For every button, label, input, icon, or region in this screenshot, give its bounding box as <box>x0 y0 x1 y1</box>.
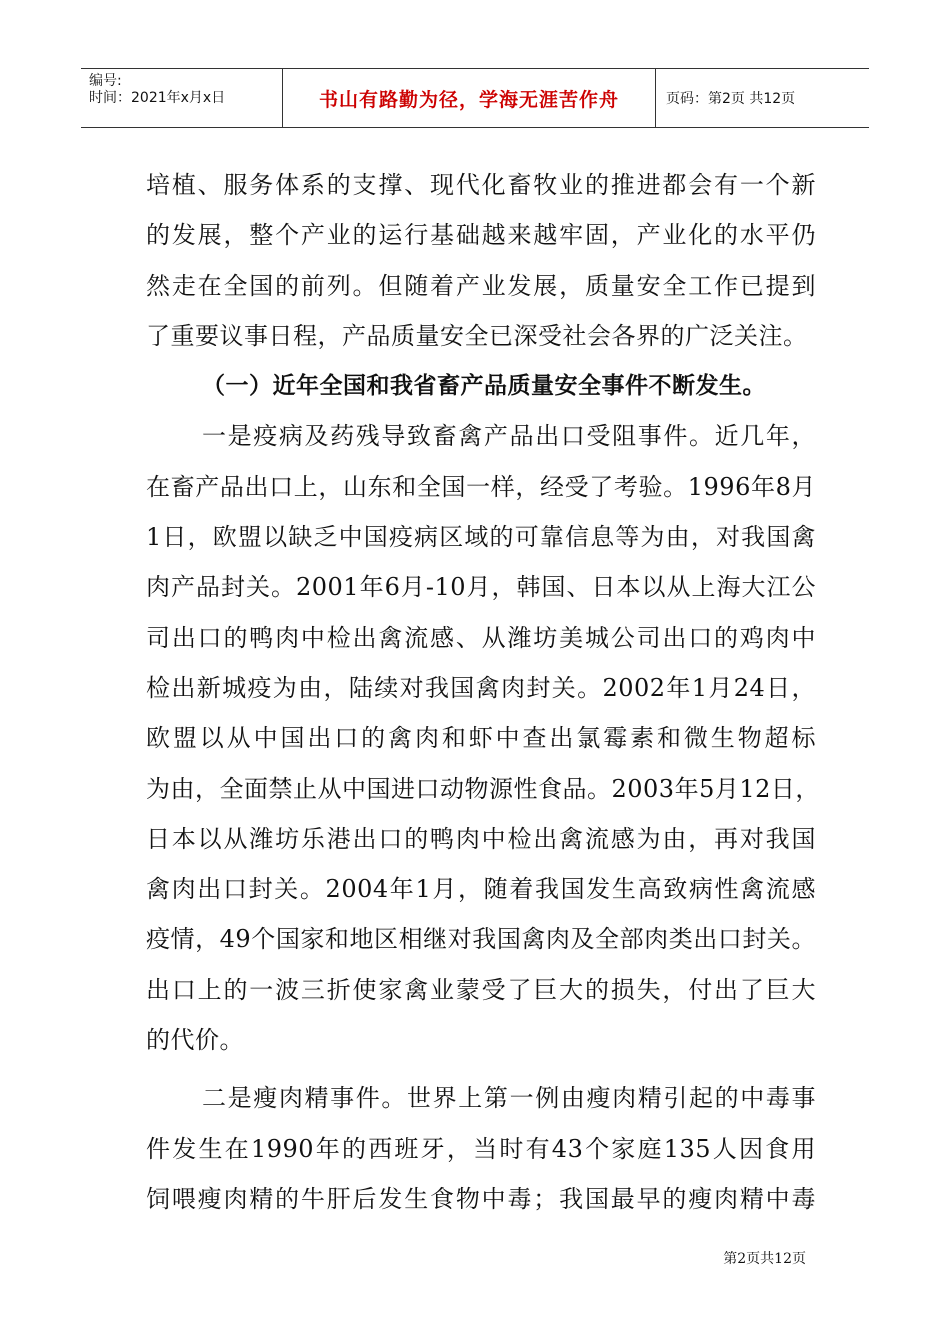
text-line: 1日，欧盟以缺乏中国疫病区域的可靠信息等为由，对我国禽 <box>146 523 816 552</box>
header-motto: 书山有路勤为径，学海无涯苦作舟 <box>318 88 619 111</box>
document-number-label: 编号: <box>89 73 122 89</box>
text-line: 然走在全国的前列。但随着产业发展，质量安全工作已提到 <box>146 271 816 300</box>
text-line: 件发生在1990年的西班牙，当时有43个家庭135人因食用 <box>146 1134 816 1163</box>
text-line: 出口上的一波三折使家禽业蒙受了巨大的损失，付出了巨大 <box>146 975 816 1004</box>
page-header <box>81 68 869 128</box>
text-line: 为由，全面禁止从中国进口动物源性食品。2003年5月12日， <box>146 774 820 803</box>
text-line: 疫情，49个国家和地区相继对我国禽肉及全部肉类出口封关。 <box>146 925 816 954</box>
text-line: 欧盟以从中国出口的禽肉和虾中查出氯霉素和微生物超标 <box>146 724 816 753</box>
section-heading: （一）近年全国和我省畜产品质量安全事件不断发生。 <box>202 373 766 400</box>
paragraph-gap <box>146 1065 816 1073</box>
document-date-label: 时间：2021年x月x日 <box>89 90 226 106</box>
header-page-number: 页码：第2页 共12页 <box>666 91 796 107</box>
header-motto-cell <box>283 69 656 127</box>
text-line: 司出口的鸭肉中检出禽流感、从潍坊美城公司出口的鸡肉中 <box>146 623 816 652</box>
text-line: 饲喂瘦肉精的牛肝后发生食物中毒；我国最早的瘦肉精中毒 <box>146 1184 816 1213</box>
text-line: 禽肉出口封关。2004年1月，随着我国发生高致病性禽流感 <box>146 875 816 904</box>
text-line: 日本以从潍坊乐港出口的鸭肉中检出禽流感为由，再对我国 <box>146 824 816 853</box>
text-line: 肉产品封关。2001年6月-10月，韩国、日本以从上海大江公 <box>146 573 816 602</box>
text-line: 在畜产品出口上，山东和全国一样，经受了考验。1996年8月 <box>146 472 816 501</box>
text-line: 的发展，整个产业的运行基础越来越牢固，产业化的水平仍 <box>146 221 816 250</box>
text-line: 二是瘦肉精事件。世界上第一例由瘦肉精引起的中毒事 <box>202 1084 816 1113</box>
header-page-cell <box>656 69 869 127</box>
text-line: 培植、服务体系的支撑、现代化畜牧业的推进都会有一个新 <box>146 171 816 199</box>
text-line: 了重要议事日程，产品质量安全已深受社会各界的广泛关注。 <box>146 321 808 350</box>
text-line: 的代价。 <box>146 1026 244 1055</box>
document-body <box>146 160 820 1224</box>
text-line: 检出新城疫为由，陆续对我国禽肉封关。2002年1月24日， <box>146 673 816 702</box>
header-meta-cell <box>81 69 283 127</box>
text-line: 一是疫病及药残导致畜禽产品出口受阻事件。近几年， <box>202 422 816 451</box>
page-footer-number: 第2页共12页 <box>723 1251 806 1267</box>
